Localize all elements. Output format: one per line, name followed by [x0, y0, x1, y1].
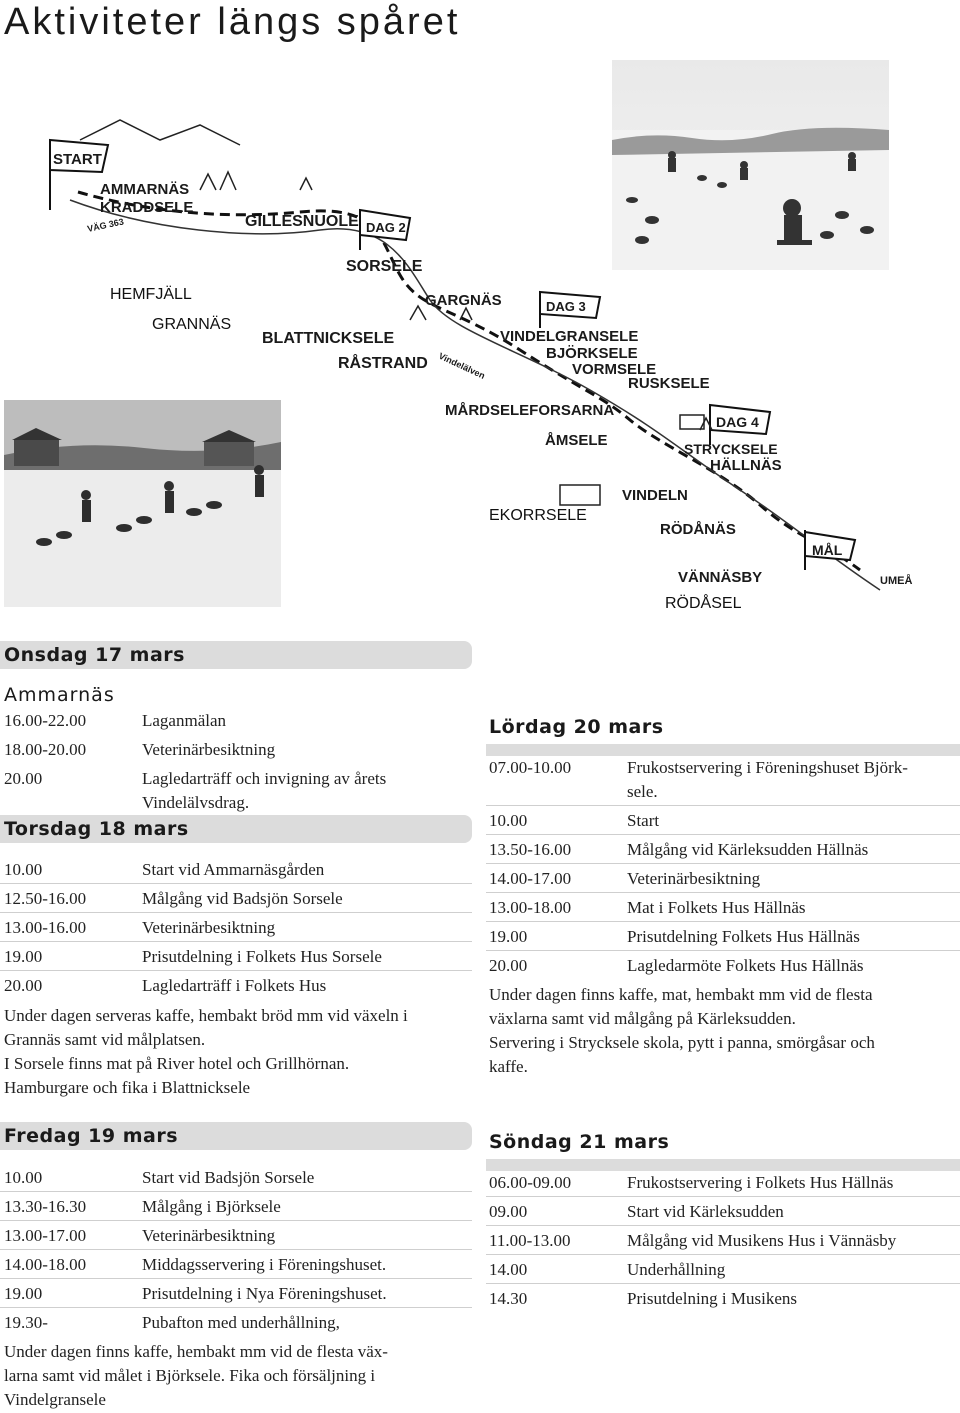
- row-activity: Start vid Badsjön Sorsele: [142, 1168, 315, 1187]
- row-divider: [486, 892, 960, 893]
- map-label-strycksele: STRYCKSELE: [684, 441, 778, 457]
- row-divider: [486, 1283, 960, 1284]
- trail-line: [78, 192, 860, 570]
- note-line: Under dagen finns kaffe, hembakt mm vid de flesta väx-: [4, 1342, 388, 1361]
- row-time: 19.00: [489, 927, 528, 946]
- row-time: 13.00-17.00: [4, 1226, 87, 1245]
- place-ammarnas: Ammarnäs: [4, 684, 115, 706]
- row-time: 06.00-09.00: [489, 1173, 572, 1192]
- map-sketch-decor: [80, 120, 712, 505]
- row-time: 20.00: [4, 769, 43, 788]
- row-time: 13.00-18.00: [489, 898, 572, 917]
- map-label-rastrand: RÅSTRAND: [338, 355, 428, 372]
- row-time: 20.00: [489, 956, 528, 975]
- row-time: 12.50-16.00: [4, 889, 87, 908]
- map-label-hallnas: HÄLLNÄS: [710, 457, 782, 474]
- row-activity: Veterinärbesiktning: [142, 1226, 276, 1245]
- map-label-dag3: DAG 3: [546, 299, 586, 314]
- map-label-dag4: DAG 4: [716, 414, 759, 430]
- row-divider: [0, 912, 472, 913]
- map-label-umea: UMEÅ: [880, 575, 913, 587]
- map-label-amsele: ÅMSELE: [545, 432, 608, 449]
- map-label-vindelgransele: VINDELGRANSELE: [500, 328, 639, 345]
- row-time: 10.00: [4, 1168, 43, 1187]
- map-label-dag2: DAG 2: [366, 220, 406, 235]
- row-activity: sele.: [627, 782, 658, 801]
- row-activity: Målgång vid Musikens Hus i Vännäsby: [627, 1231, 897, 1250]
- row-time: 19.30-: [4, 1313, 48, 1332]
- row-activity: Målgång vid Badsjön Sorsele: [142, 889, 343, 908]
- row-activity: Pubafton med underhållning,: [142, 1313, 340, 1332]
- map-label-grannas: GRANNÄS: [152, 316, 232, 333]
- row-time: 19.00: [4, 1284, 43, 1303]
- dag3-flag: [540, 292, 600, 328]
- heading-bar-lordag: [486, 744, 960, 756]
- heading-fredag: Fredag 19 mars: [4, 1125, 179, 1147]
- heading-bar-sondag: [486, 1159, 960, 1171]
- row-activity: Start: [627, 811, 660, 830]
- row-activity: Start vid Ammarnäsgården: [142, 860, 325, 879]
- note-line: Grannäs samt vid målplatsen.: [4, 1030, 206, 1049]
- row-activity: Laganmälan: [142, 711, 227, 730]
- row-time: 07.00-10.00: [489, 758, 572, 777]
- row-activity: Målgång vid Kärleksudden Hällnäs: [627, 840, 869, 859]
- route-map: [0, 100, 960, 660]
- note-line: växlarna samt vid målgång på Kärleksudden.: [489, 1009, 796, 1028]
- row-divider: [0, 1278, 472, 1279]
- map-label-vag363: VÄG 363: [86, 216, 125, 234]
- row-activity: Veterinärbesiktning: [142, 740, 276, 759]
- map-label-gillesnuole: GILLESNUOLE: [245, 213, 359, 230]
- row-time: 13.30-16.30: [4, 1197, 87, 1216]
- row-activity: Prisutdelning i Folkets Hus Sorsele: [142, 947, 382, 966]
- map-label-rodasel: RÖDÅSEL: [665, 595, 742, 612]
- note-line: Servering i Strycksele skola, pytt i panna, smörgåsar och: [489, 1033, 875, 1052]
- map-label-vannasby: VÄNNÄSBY: [678, 569, 763, 586]
- heading-onsdag: Onsdag 17 mars: [4, 644, 185, 666]
- map-label-blattnicksele: BLATTNICKSELE: [262, 330, 395, 347]
- note-line: kaffe.: [489, 1057, 528, 1076]
- row-time: 10.00: [4, 860, 43, 879]
- note-line: Hamburgare och fika i Blattnicksele: [4, 1078, 251, 1097]
- row-time: 14.00: [489, 1260, 528, 1279]
- row-activity: Prisutdelning Folkets Hus Hällnäs: [627, 927, 860, 946]
- map-label-sorsele: SORSELE: [346, 258, 423, 275]
- map-label-rodanas: RÖDÅNÄS: [660, 521, 736, 538]
- row-divider: [0, 970, 472, 971]
- map-label-vindeln: VINDELN: [622, 487, 688, 504]
- fredag-note: [4, 1340, 474, 1412]
- page-title: Aktiviteter längs spåret: [4, 1, 461, 43]
- row-activity: Veterinärbesiktning: [142, 918, 276, 937]
- row-activity: Veterinärbesiktning: [627, 869, 761, 888]
- row-activity: Prisutdelning i Musikens: [627, 1289, 798, 1308]
- map-label-rusksele: RUSKSELE: [628, 375, 710, 392]
- row-activity: Prisutdelning i Nya Föreningshuset.: [142, 1284, 387, 1303]
- row-activity: Mat i Folkets Hus Hällnäs: [627, 898, 806, 917]
- row-activity: Start vid Kärleksudden: [627, 1202, 784, 1221]
- map-label-mal: MÅL: [812, 542, 843, 558]
- note-line: Vindelgransele: [4, 1390, 106, 1409]
- row-activity: Frukostservering i Folkets Hus Hällnäs: [627, 1173, 894, 1192]
- note-line: Under dagen finns kaffe, mat, hembakt mm vid de flesta: [489, 985, 873, 1004]
- row-divider: [0, 1249, 472, 1250]
- row-divider: [0, 1191, 472, 1192]
- finish-flag: [805, 530, 855, 570]
- row-activity: Lagledarträff i Folkets Hus: [142, 976, 327, 995]
- row-divider: [486, 921, 960, 922]
- map-label-vormsele: VORMSELE: [572, 361, 657, 378]
- row-time: 14.30: [489, 1289, 528, 1308]
- map-label-mardseleforsarna: MÅRDSELEFORSARNA: [445, 402, 615, 419]
- map-label-vindelalven: Vindelälven: [437, 350, 487, 381]
- row-activity: Målgång i Björksele: [142, 1197, 281, 1216]
- row-time: 16.00-22.00: [4, 711, 87, 730]
- row-activity: Vindelälvsdrag.: [142, 793, 250, 812]
- note-line: larna samt vid målet i Björksele. Fika och försäljning i: [4, 1366, 376, 1385]
- row-time: 10.00: [489, 811, 528, 830]
- torsdag-note: [4, 1004, 474, 1100]
- row-time: 13.50-16.00: [489, 840, 572, 859]
- row-divider: [0, 941, 472, 942]
- row-time: 19.00: [4, 947, 43, 966]
- row-divider: [0, 883, 472, 884]
- row-time: 18.00-20.00: [4, 740, 87, 759]
- row-activity: Lagledarmöte Folkets Hus Hällnäs: [627, 956, 864, 975]
- note-line: Under dagen serveras kaffe, hembakt bröd mm vid växeln i: [4, 1006, 408, 1025]
- lordag-note: [489, 983, 957, 1079]
- row-time: 20.00: [4, 976, 43, 995]
- row-time: 14.00-17.00: [489, 869, 572, 888]
- row-divider: [486, 950, 960, 951]
- heading-sondag: Söndag 21 mars: [489, 1131, 670, 1153]
- row-divider: [0, 1220, 472, 1221]
- map-label-ekorrsele: EKORRSELE: [489, 507, 587, 524]
- row-divider: [486, 1225, 960, 1226]
- row-divider: [486, 863, 960, 864]
- heading-torsdag: Torsdag 18 mars: [4, 818, 189, 840]
- row-divider: [486, 1196, 960, 1197]
- note-line: I Sorsele finns mat på River hotel och Grillhörnan.: [4, 1054, 350, 1073]
- dag4-flag: [710, 405, 770, 445]
- map-label-gargnas: GARGNÄS: [425, 292, 502, 309]
- map-label-hemfjall: HEMFJÄLL: [110, 286, 192, 303]
- row-time: 11.00-13.00: [489, 1231, 571, 1250]
- map-label-ammarnas: AMMARNÄS: [100, 181, 190, 198]
- map-label-start: START: [53, 151, 102, 168]
- row-time: 13.00-16.00: [4, 918, 87, 937]
- row-divider: [486, 1254, 960, 1255]
- heading-lordag: Lördag 20 mars: [489, 716, 664, 738]
- row-time: 14.00-18.00: [4, 1255, 87, 1274]
- row-divider: [0, 1307, 472, 1308]
- map-label-kraddsele: KRADDSELE: [100, 199, 194, 216]
- map-label-bjorksele: BJÖRKSELE: [546, 345, 638, 362]
- row-divider: [486, 834, 960, 835]
- row-activity: Frukostservering i Föreningshuset Björk-: [627, 758, 908, 777]
- row-activity: Middagsservering i Föreningshuset.: [142, 1255, 387, 1274]
- row-time: 09.00: [489, 1202, 528, 1221]
- row-divider: [486, 805, 960, 806]
- row-activity: Lagledarträff och invigning av årets: [142, 769, 387, 788]
- row-activity: Underhållning: [627, 1260, 726, 1279]
